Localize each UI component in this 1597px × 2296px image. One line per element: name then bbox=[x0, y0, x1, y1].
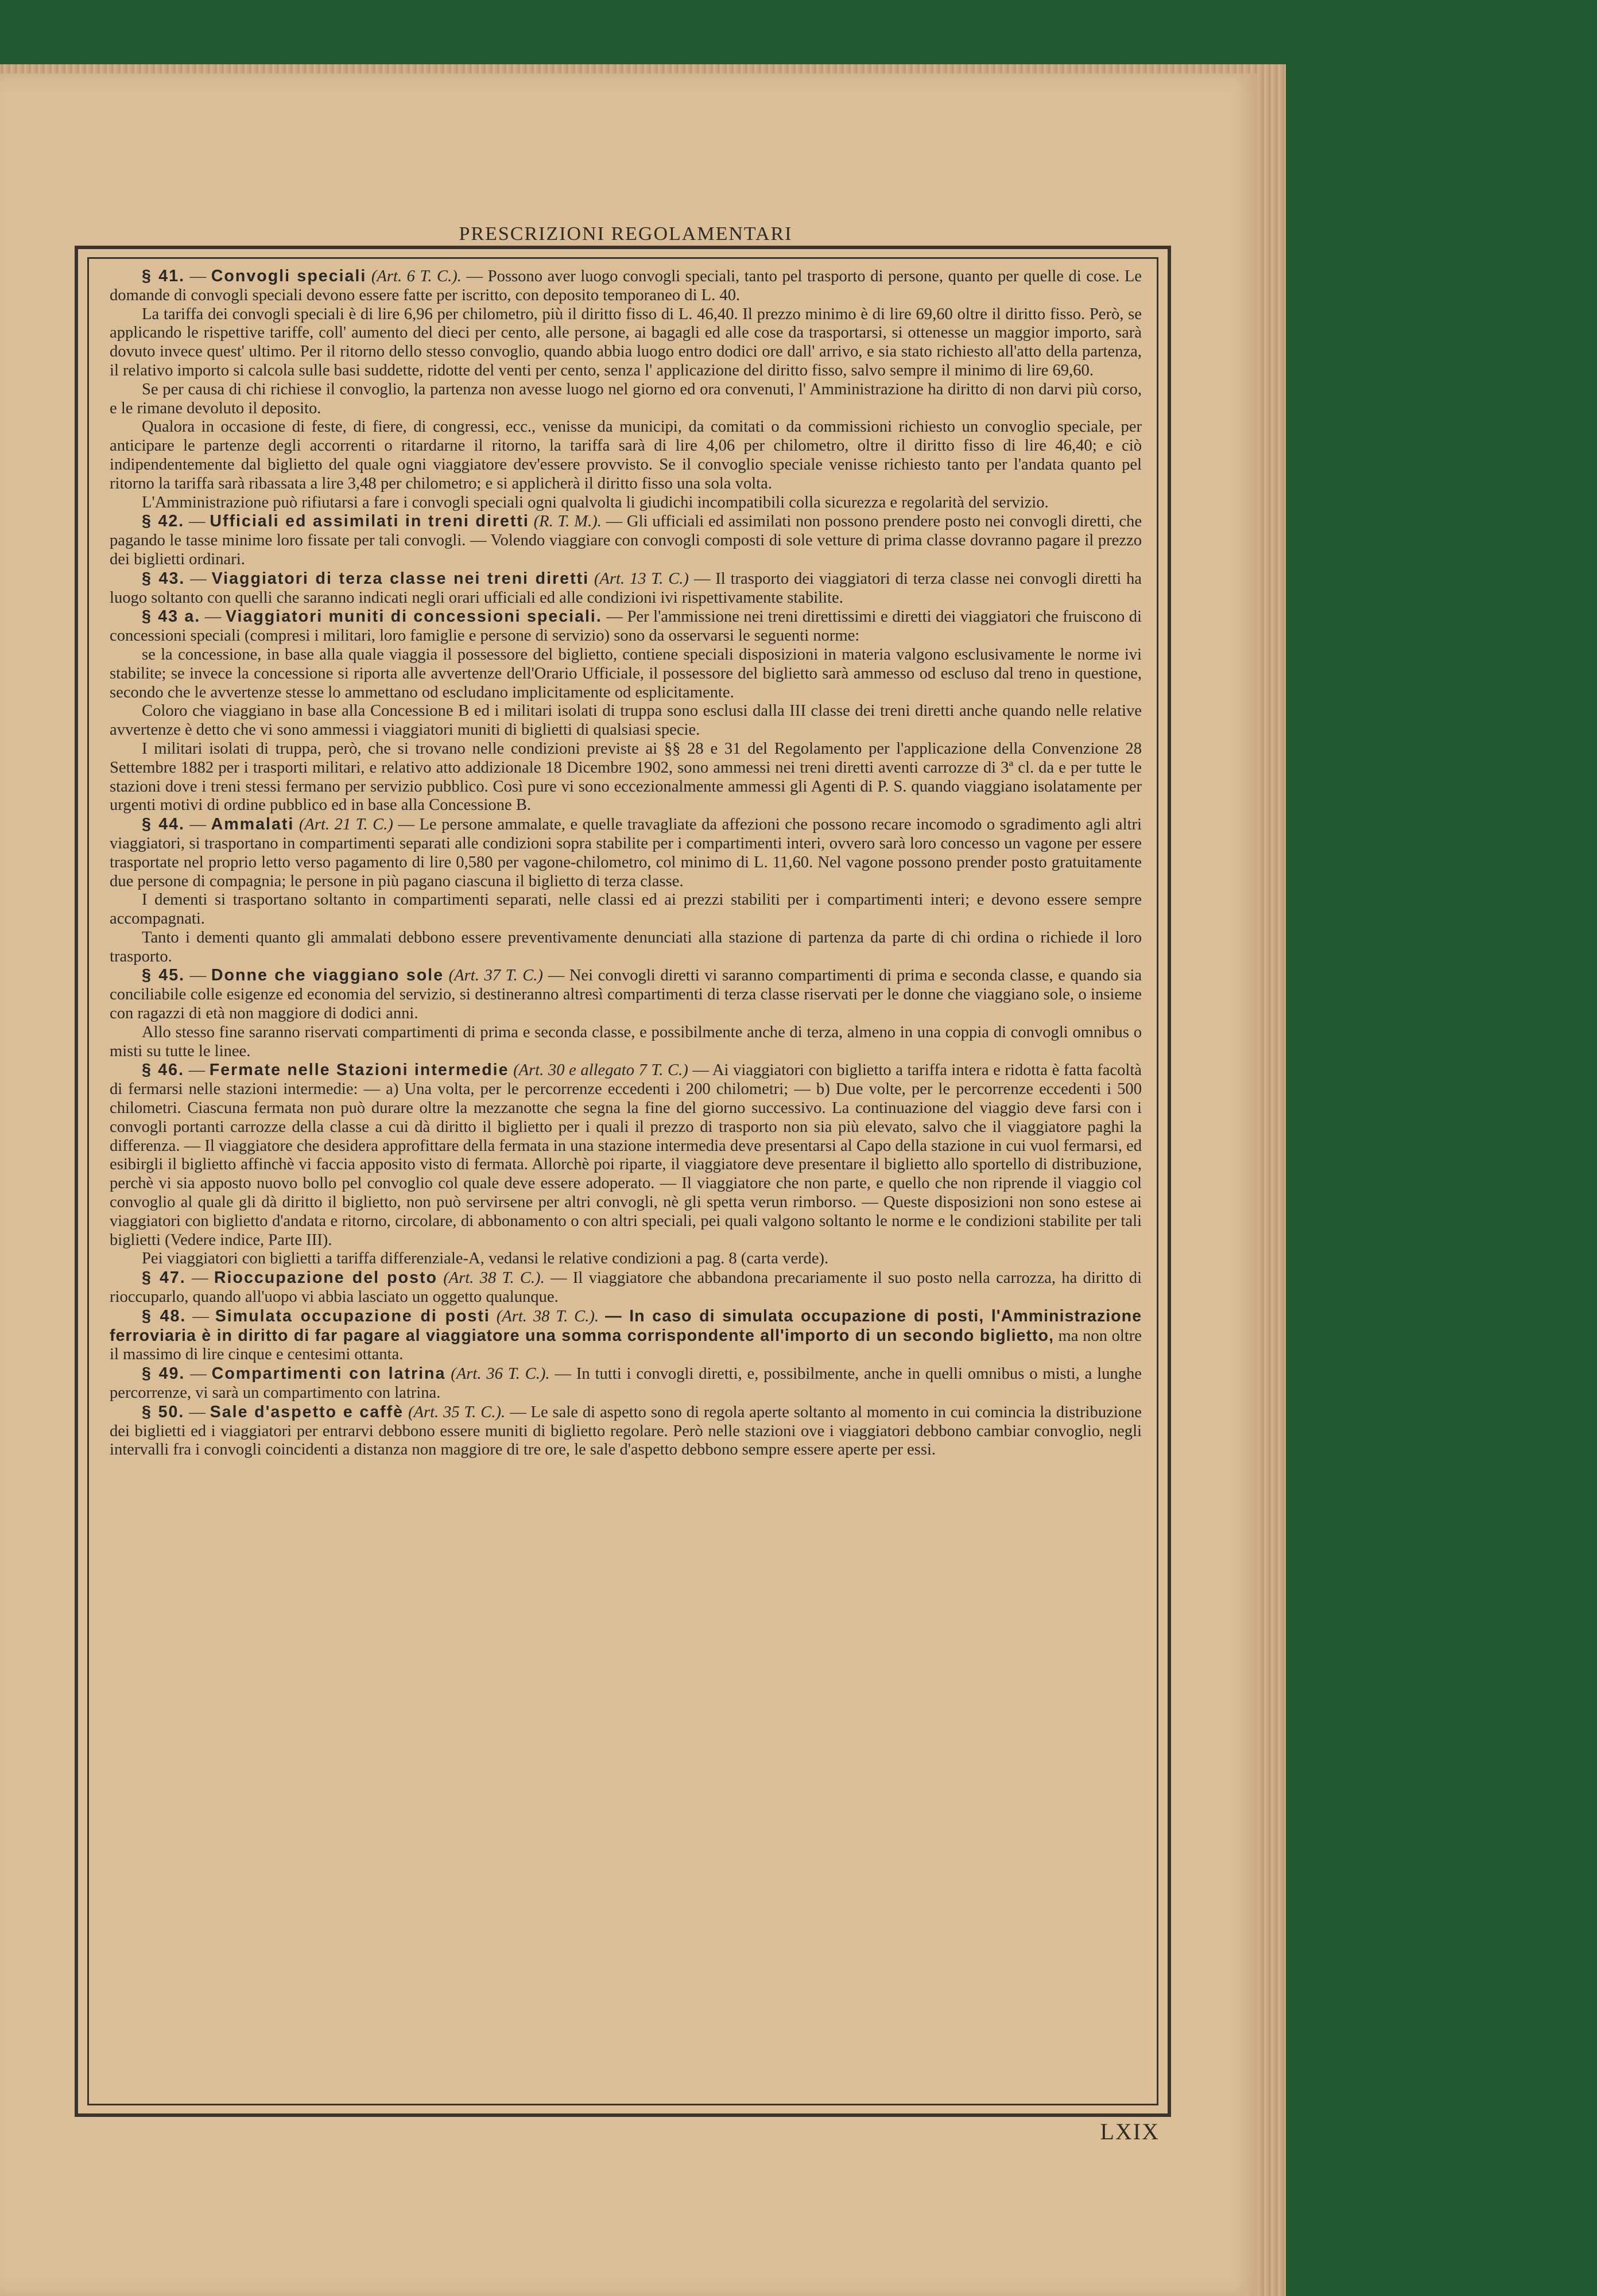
section-title: Donne che viaggiano sole bbox=[211, 966, 444, 985]
section-43: § 43. — Viaggiatori di terza classe nei treni diretti (Art. 13 T. C.) — Il trasporto dei viaggiatori di terza classe nei convogli diretti ha luogo soltanto con quelli che saranno indicati negli orari ufficiali ed alle condizioni ivi rispettivamente stabilite. bbox=[110, 569, 1142, 607]
section-number: § 46. bbox=[142, 1061, 185, 1080]
text-frame-inner bbox=[87, 257, 1158, 2105]
section-number: § 44. bbox=[142, 815, 185, 834]
section-title: Fermate nelle Stazioni intermedie bbox=[209, 1061, 509, 1080]
regulations-text bbox=[110, 267, 1142, 1460]
section-46: § 46. — Fermate nelle Stazioni intermedie (Art. 30 e allegato 7 T. C.) — Ai viaggiatori con biglietto a tariffa intera e ridotta è fatta facoltà di fermarsi nelle stazioni intermedie: — a) Una volta, per le percorrenze eccedenti i 200 chilometri; — b) Due volte, per le percorrenze eccedenti i 500 chilometri. Ciascuna fermata non può durare oltre la mezzanotte che segna la fine del giorno successivo. La continuazione del viaggio deve farsi con i convogli portanti carrozze della classe a cui dà diritto il biglietto per i quali il prezzo di trasporto non sia più elevato, salvo che il viaggiatore paghi la differenza. — Il viaggiatore che desidera approfittare della fermata in una stazione intermedia deve presentarsi al Capo della stazione in cui vuol fermarsi, ed esibirgli il biglietto affinchè vi faccia apposito visto di fermata. Allorchè poi riparte, il viaggiatore deve presentare il biglietto allo sportello di distribuzione, perchè vi sia apposto nuovo bollo pel convoglio col quale deve essere adoperato. — Il viaggiatore che non parte, e quello che non riprende il viaggio col convoglio al quale gli dà diritto il biglietto, non può servirsene per altri convogli, nè gli spetta verun rimborso. — Queste disposizioni non sono estese ai viaggiatori con biglietto d'andata e ritorno, circolare, di abbonamento o con altri speciali, pei quali valgono soltanto le norme e le condizioni stabilite per tali biglietti (Vedere indice, Parte III). bbox=[110, 1061, 1142, 1249]
section-41: § 41. — Convogli speciali (Art. 6 T. C.). — Possono aver luogo convogli speciali, tanto pel trasporto di persone, quanto per quelle di cose. Le domande di convogli speciali devono essere fatte per iscritto, con deposito temporaneo di L. 40. bbox=[110, 267, 1142, 304]
paragraph: ma non oltre il massimo di lire cinque e centesimi ottanta. bbox=[110, 1327, 1142, 1364]
section-title: Viaggiatori muniti di concessioni speciali. bbox=[225, 607, 602, 626]
paragraph: I militari isolati di truppa, però, che si trovano nelle condizioni previste ai §§ 28 e 31 del Regolamento per l'applicazione della Convenzione 28 Settembre 1882 per i trasporti militari, e relativo atto addizionale 18 Dicembre 1902, sono ammessi nei treni diretti aventi carrozze di 3ª cl. da e per tutte le stazioni dove i treni stessi fermano per servizio pubblico. Così pure vi sono eccezionalmente ammessi gli Agenti di P. S. quando viaggiano isolatamente per urgenti motivi di ordine pubblico ed in base alla Concessione B. bbox=[110, 739, 1142, 815]
paragraph: se la concessione, in base alla quale viaggia il possessore del biglietto, contiene speciali disposizioni in materia valgono esclusivamente le norme ivi stabilite; se invece la concessione si riporta alle avvertenze dell'Orario Ufficiale, il possessore del biglietto sarà ammesso od escluso dal treno in questione, secondo che le avvertenze stesse lo ammettano od escludano implicitamente od esplicitamente. bbox=[110, 645, 1142, 701]
section-number: § 49. bbox=[142, 1364, 185, 1383]
section-number: § 47. bbox=[142, 1269, 186, 1287]
paragraph: — Gli ufficiali ed assimilati non possono prendere posto nei convogli diretti, che pagando le tasse minime loro fissate per tali convogli. — Volendo viaggiare con convogli composti di sole vetture di prima classe dovranno pagare il prezzo dei biglietti ordinari. bbox=[110, 513, 1142, 568]
section-48: § 48. — Simulata occupazione di posti (Art. 38 T. C.). — In caso di simulata occupazione di posti, l'Amministrazione ferroviaria è in diritto di far pagare al viaggiatore una somma corrispondente all'importo di un secondo biglietto, ma non oltre il massimo di lire cinque e centesimi ottanta. bbox=[110, 1306, 1142, 1364]
page-number: LXIX bbox=[1100, 2119, 1160, 2144]
paragraph: Allo stesso fine saranno riservati compartimenti di prima e seconda classe, e possibilmente anche di terza, almeno in una coppia di convogli omnibus o misti su tutte le linee. bbox=[110, 1023, 1142, 1060]
paragraph: L'Amministrazione può rifiutarsi a fare i convogli speciali ogni qualvolta li giudichi incompatibili colla sicurezza e regolarità del servizio. bbox=[142, 493, 1049, 511]
section-43a: § 43 a. — Viaggiatori muniti di concessioni speciali. — Per l'ammissione nei treni direttissimi e diretti dei viaggiatori che fruiscono di concessioni speciali (compresi i militari, loro famiglie e persone di servizio) sono da osservarsi le seguenti norme: bbox=[110, 607, 1142, 645]
section-45: § 45. — Donne che viaggiano sole (Art. 37 T. C.) — Nei convogli diretti vi saranno compartimenti di prima e seconda classe, e quando sia conciliabile colle esigenze ed economia del servizio, si destineranno altresì compartimenti di terza classe riservati per le donne che viaggiano sole, o insieme con ragazzi di età non maggiore di dodici anni. bbox=[110, 966, 1142, 1023]
paragraph: Tanto i dementi quanto gli ammalati debbono essere preventivamente denunciati alla stazione di partenza da parte di chi ordina o richiede il loro trasporto. bbox=[110, 928, 1142, 965]
paragraph: Qualora in occasione di feste, di fiere, di congressi, ecc., venisse da municipi, da comitati o da commissioni richiesto un convoglio speciale, per anticipare le partenze degli accorrenti o ritardarne il ritorno, la tariffa sarà di lire 4,06 per chilometro, oltre il diritto fisso di lire 46,40; e ciò indipendentemente dal biglietto del quale ogni viaggiatore dev'essere provvisto. Se il convoglio speciale venisse richiesto tanto per l'andata quanto pel ritorno la tariffa sarà ribassata a lire 3,48 per chilometro; e si applicherà il diritto fisso una sola volta. bbox=[110, 418, 1142, 492]
section-ref: (Art. 36 T. C.). bbox=[451, 1365, 550, 1383]
bold-clause: — In caso di simulata occupazione di posti, l'Amministrazione ferroviaria è in diritto di far pagare al viaggiatore una somma corrispondente all'importo di un secondo biglietto, bbox=[110, 1306, 1142, 1345]
section-title: Simulata occupazione di posti bbox=[215, 1306, 490, 1325]
section-number: § 43 a. bbox=[142, 607, 201, 626]
paragraph: — Ai viaggiatori con biglietto a tariffa intera e ridotta è fatta facoltà di fermarsi nelle stazioni intermedie: — a) Una volta, per le percorrenze eccedenti i 200 chilometri; — b) Due volte, per le percorrenze eccedenti i 500 chilometri. Ciascuna fermata non può durare oltre la mezzanotte che segna la fine del giorno successivo. La continuazione del viaggio deve farsi con i convogli portanti carrozze della classe a cui dà diritto il biglietto per i quali il prezzo di trasporto non sia più elevato, salvo che il viaggiatore paghi la differenza. — Il viaggiatore che desidera approfittare della fermata in una stazione intermedia deve presentarsi al Capo della stazione in cui vuol fermarsi, ed esibirgli il biglietto affinchè vi faccia apposito visto di fermata. Allorchè poi riparte, il viaggiatore deve presentare il biglietto allo sportello di distribuzione, perchè vi sia apposto nuovo bollo pel convoglio col quale deve essere adoperato. — Il viaggiatore che non parte, e quello che non riprende il viaggio col convoglio al quale gli dà diritto il biglietto, non può servirsene per altri convogli, nè gli spetta verun rimborso. — Queste disposizioni non sono estese ai viaggiatori con biglietto d'andata e ritorno, circolare, di abbonamento o con altri speciali, pei quali valgono soltanto le norme e le condizioni stabilite per tali biglietti (Vedere indice, Parte III). bbox=[110, 1061, 1142, 1249]
section-49: § 49. — Compartimenti con latrina (Art. 36 T. C.). — In tutti i convogli diretti, e, possibilmente, anche in quelli omnibus o misti, a lunghe percorrenze, vi sarà un compartimento con latrina. bbox=[110, 1364, 1142, 1402]
paragraph: — Le sale di aspetto sono di regola aperte soltanto al momento in cui comincia la distribuzione dei biglietti ed i viaggiatori per entrarvi debbono essere muniti di biglietto regolare. Però nelle stazioni ove i viaggiatori debbono cambiar convoglio, negli intervalli fra i convogli coincidenti a distanza non maggiore di tre ore, le sale d'aspetto debbono sempre essere aperte per essi. bbox=[110, 1403, 1142, 1459]
section-title: Sale d'aspetto e caffè bbox=[210, 1402, 404, 1421]
section-title: Convogli speciali bbox=[211, 267, 367, 285]
section-number: § 45. bbox=[142, 966, 185, 985]
paragraph: — Nei convogli diretti vi saranno compartimenti di prima e seconda classe, e quando sia conciliabile colle esigenze ed economia del servizio, si destineranno altresì compartimenti di terza classe riservati per le donne che viaggiano sole, o insieme con ragazzi di età non maggiore di dodici anni. bbox=[110, 967, 1142, 1023]
paragraph: Coloro che viaggiano in base alla Concessione B ed i militari isolati di truppa sono esclusi dalla III classe dei treni diretti anche quando nelle relative avvertenze è detto che vi sono ammessi i viaggiatori muniti di biglietti di qualsiasi specie. bbox=[110, 702, 1142, 739]
running-title: PRESCRIZIONI REGOLAMENTARI bbox=[459, 223, 793, 245]
section-number: § 50. bbox=[142, 1402, 185, 1421]
section-title: Rioccupazione del posto bbox=[214, 1269, 437, 1287]
section-title: Viaggiatori di terza classe nei treni diretti bbox=[211, 569, 590, 588]
section-number: § 43. bbox=[142, 569, 185, 588]
section-ref: (Art. 6 T. C.). bbox=[371, 267, 462, 285]
section-title: Ammalati bbox=[211, 815, 294, 834]
section-ref: (Art. 21 T. C.) bbox=[299, 816, 393, 834]
section-42: § 42. — Ufficiali ed assimilati in treni diretti (R. T. M.). — Gli ufficiali ed assimilati non possono prendere posto nei convogli diretti, che pagando le tasse minime loro fissate per tali convogli. — Volendo viaggiare con convogli composti di sole vetture di prima classe dovranno pagare il prezzo dei biglietti ordinari. bbox=[110, 512, 1142, 568]
section-50: § 50. — Sale d'aspetto e caffè (Art. 35 T. C.). — Le sale di aspetto sono di regola aperte soltanto al momento in cui comincia la distribuzione dei biglietti ed i viaggiatori per entrarvi debbono essere muniti di biglietto regolare. Però nelle stazioni ove i viaggiatori debbono cambiar convoglio, negli intervalli fra i convogli coincidenti a distanza non maggiore di tre ore, le sale d'aspetto debbono sempre essere aperte per essi. bbox=[110, 1402, 1142, 1459]
paragraph: — In tutti i convogli diretti, e, possibilmente, anche in quelli omnibus o misti, a lunghe percorrenze, vi sarà un compartimento con latrina. bbox=[110, 1365, 1142, 1402]
section-ref: (Art. 37 T. C.) bbox=[448, 967, 543, 985]
section-ref: (Art. 38 T. C.). bbox=[443, 1269, 545, 1287]
paragraph: — Il trasporto dei viaggiatori di terza classe nei convogli diretti ha luogo soltanto con quelli che saranno indicati negli orari ufficiali ed alle condizioni ivi rispettivamente stabilite. bbox=[110, 569, 1142, 607]
paragraph: — Per l'ammissione nei treni direttissimi e diretti dei viaggiatori che fruiscono di concessioni speciali (compresi i militari, loro famiglie e persone di servizio) sono da osservarsi le seguenti norme: bbox=[110, 608, 1142, 645]
paragraph: — Possono aver luogo convogli speciali, tanto pel trasporto di persone, quanto per quelle di cose. Le domande di convogli speciali devono essere fatte per iscritto, con deposito temporaneo di L. 40. bbox=[110, 267, 1142, 304]
paragraph: I dementi si trasportano soltanto in compartimenti separati, nelle classi ed ai prezzi stabiliti per i compartimenti interi; e devono essere sempre accompagnati. bbox=[110, 891, 1142, 928]
section-47: § 47. — Rioccupazione del posto (Art. 38 T. C.). — Il viaggiatore che abbandona precariamente il suo posto nella carrozza, ha diritto di rioccuparlo, quando all'uopo vi abbia lasciato un oggetto qualunque. bbox=[110, 1269, 1142, 1306]
section-ref: (Art. 13 T. C.) bbox=[594, 569, 689, 588]
section-number: § 48. bbox=[142, 1306, 187, 1325]
paragraph: Pei viaggiatori con biglietti a tariffa differenziale-A, vedansi le relative condizioni a pag. 8 (carta verde). bbox=[142, 1250, 829, 1268]
section-title: Ufficiali ed assimilati in treni diretti bbox=[210, 512, 529, 531]
section-ref: (Art. 38 T. C.). bbox=[496, 1307, 599, 1325]
section-ref: (Art. 35 T. C.). bbox=[408, 1403, 506, 1421]
text-frame bbox=[75, 246, 1171, 2117]
section-number: § 41. bbox=[142, 267, 185, 285]
section-ref: (Art. 30 e allegato 7 T. C.) bbox=[513, 1061, 688, 1080]
paragraph: La tariffa dei convogli speciali è di lire 6,96 per chilometro, più il diritto fisso di L. 46,40. Il prezzo minimo è di lire 69,60 oltre il diritto fisso. Però, se applicando le rispettive tariffe, coll' aumento del dieci per cento, alle persone, ai bagagli ed alle cose da trasportarsi, si ottenesse un maggior importo, sarà dovuto invece quest' ultimo. Per il ritorno dello stesso convoglio, quando abbia luogo entro dodici ore dall' arrivo, e sia stato richiesto all'atto della partenza, il relativo importo si calcola sulle basi suddette, ridotte del venti per cento, senza l' applicazione del diritto fisso, salvo sempre il minimo di lire 69,60. bbox=[110, 305, 1142, 379]
paragraph: Se per causa di chi richiese il convoglio, la partenza non avesse luogo nel giorno ed ora convenuti, l' Amministrazione ha diritto di non darvi più corso, e le rimane devoluto il deposito. bbox=[110, 380, 1142, 417]
paragraph: — Il viaggiatore che abbandona precariamente il suo posto nella carrozza, ha diritto di rioccuparlo, quando all'uopo vi abbia lasciato un oggetto qualunque. bbox=[110, 1269, 1142, 1306]
section-title: Compartimenti con latrina bbox=[211, 1364, 446, 1383]
section-number: § 42. bbox=[142, 512, 185, 531]
paragraph: — Le persone ammalate, e quelle travagliate da affezioni che possono recare incomodo o sgradimento agli altri viaggiatori, si trasportano in compartimenti separati alle condizioni sopra stabilite per i compartimenti interi, ovvero sarà loro concesso un vagone per essere trasportate nel proprio letto verso pagamento di lire 0,580 per vagone-chilometro, col minimo di L. 11,60. Nel vagone possono prender posto gratuitamente due persone di compagnia; le persone in più pagano ciascuna il biglietto di terza classe. bbox=[110, 816, 1142, 890]
section-44: § 44. — Ammalati (Art. 21 T. C.) — Le persone ammalate, e quelle travagliate da affezioni che possono recare incomodo o sgradimento agli altri viaggiatori, si trasportano in compartimenti separati alle condizioni sopra stabilite per i compartimenti interi, ovvero sarà loro concesso un vagone per essere trasportate nel proprio letto verso pagamento di lire 0,580 per vagone-chilometro, col minimo di L. 11,60. Nel vagone possono prender posto gratuitamente due persone di compagnia; le persone in più pagano ciascuna il biglietto di terza classe. bbox=[110, 815, 1142, 890]
section-ref: (R. T. M.). bbox=[533, 513, 602, 531]
